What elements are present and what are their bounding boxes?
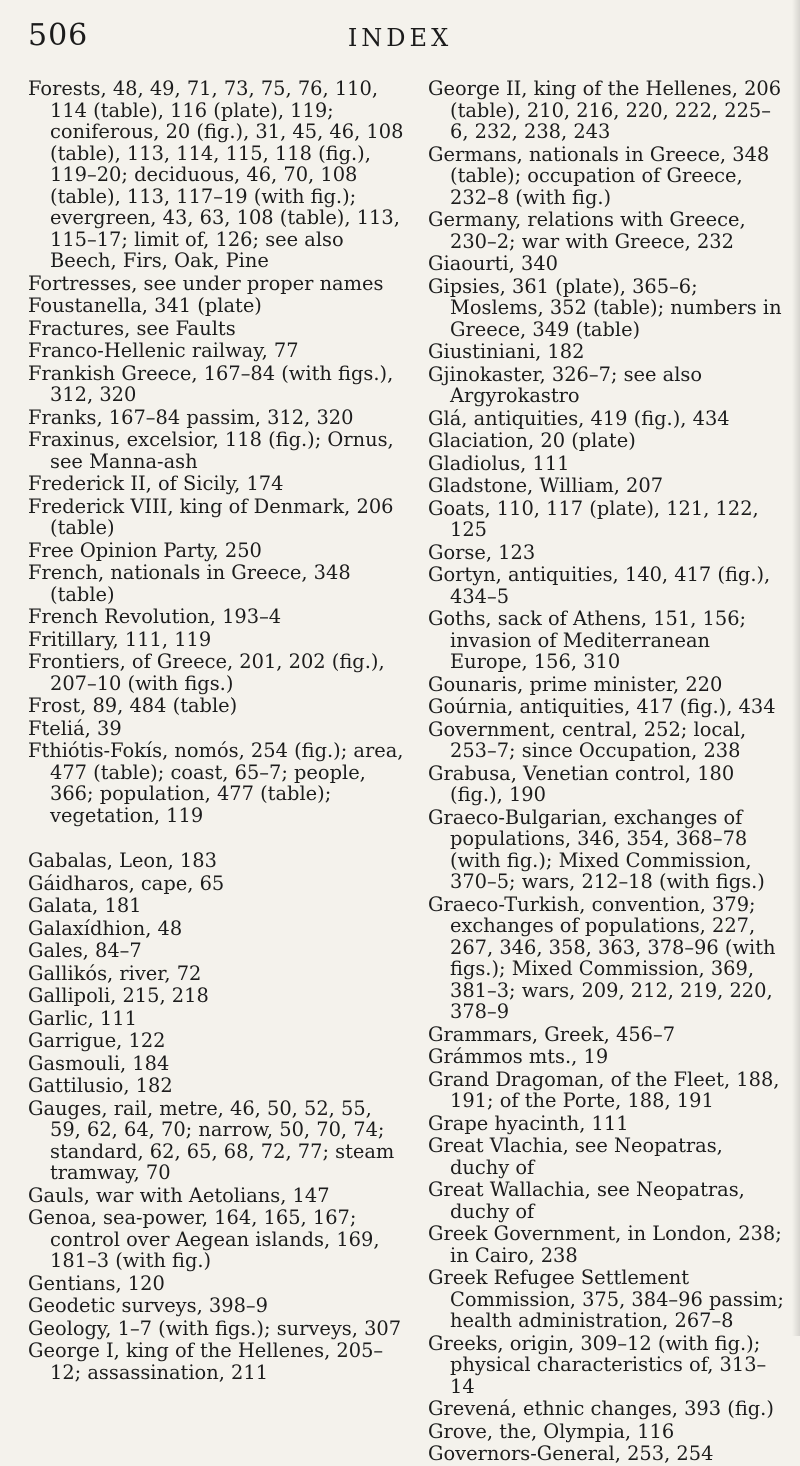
index-entry: Free Opinion Party, 250	[28, 538, 262, 562]
index-entry: Gipsies, 361 (plate), 365–6; Moslems, 352 (table); numbers in Greece, 349 (table)	[428, 274, 782, 341]
index-entry: Frankish Greece, 167–84 (with figs.), 312, 320	[28, 361, 394, 406]
page-header	[0, 12, 800, 62]
page-edge-shadow	[792, 0, 800, 1336]
running-head: INDEX	[347, 24, 453, 52]
index-entry: Fortresses, see under proper names	[28, 271, 384, 295]
index-entry: Greek Government, in London, 238; in Cairo, 238	[428, 1222, 782, 1267]
page-number: 506	[28, 18, 89, 53]
index-entry: Graeco-Turkish, convention, 379; exchanges of populations, 227, 267, 346, 358, 363, 378–96 (with figs.); Mixed Commission, 369, 381–3; wars, 209, 212, 219, 220, 378–9	[428, 892, 776, 1023]
index-entry: Garrigue, 122	[28, 1029, 166, 1052]
index-entry: Great Wallachia, see Neopatras, duchy of	[428, 1178, 745, 1223]
index-column-left	[28, 78, 408, 1384]
index-entry: Fthiótis-Fokís, nomós, 254 (fig.); area, 477 (table); coast, 65–7; people, 366; population, 477 (table); vegetation, 119	[28, 739, 404, 827]
index-entry: George II, king of the Hellenes, 206 (table), 210, 216, 220, 222, 225–6, 232, 238, 243	[428, 77, 782, 143]
index-entry: Greek Refugee Settlement Commission, 375, 384–96 passim; health administration, 267–8	[428, 1266, 784, 1332]
index-entry: Greeks, origin, 309–12 (with fig.); physical characteristics of, 313–14	[428, 1331, 767, 1398]
index-entry: George I, king of the Hellenes, 205–12; assassination, 211	[28, 1339, 384, 1384]
index-entry: Franks, 167–84 passim, 312, 320	[28, 405, 354, 429]
index-entry: Grevená, ethnic changes, 393 (fig.)	[428, 1397, 774, 1420]
index-entry: Graeco-Bulgarian, exchanges of populations, 346, 354, 368–78 (with fig.); Mixed Commission, 370–5; wars, 212–18 (with figs.)	[428, 805, 765, 893]
index-entry: Gortyn, antiquities, 140, 417 (fig.), 434–5	[428, 563, 771, 608]
index-entry: Frederick II, of Sicily, 174	[28, 472, 284, 495]
index-entry: Governors-General, 253, 254	[428, 1442, 714, 1465]
index-entry: Grove, the, Olympia, 116	[428, 1419, 675, 1443]
index-entry: Gladiolus, 111	[428, 451, 570, 475]
index-entry: Goúrnia, antiquities, 417 (fig.), 434	[428, 695, 776, 718]
index-entry: Goths, sack of Athens, 151, 156; invasion of Mediterranean Europe, 156, 310	[428, 607, 747, 673]
index-entry: Gauges, rail, metre, 46, 50, 52, 55, 59, 62, 64, 70; narrow, 50, 70, 74; standard, 62, 65, 68, 72, 77; steam tramway, 70	[28, 1096, 395, 1184]
index-entry: Germans, nationals in Greece, 348 (table); occupation of Greece, 232–8 (with fig.)	[428, 142, 770, 209]
index-entry: Grand Dragoman, of the Fleet, 188, 191; of the Porte, 188, 191	[428, 1067, 780, 1112]
index-entry: Germany, relations with Greece, 230–2; war with Greece, 232	[428, 208, 746, 253]
index-entry: Glá, antiquities, 419 (fig.), 434	[428, 406, 730, 430]
index-entry: Foustanella, 341 (plate)	[28, 294, 262, 317]
index-entry: Gladstone, William, 207	[428, 474, 664, 497]
index-entry: Galata, 181	[28, 894, 142, 917]
index-entry: Gallipoli, 215, 218	[28, 984, 209, 1007]
index-entry: Gounaris, prime minister, 220	[428, 672, 723, 696]
index-entry: Fritillary, 111, 119	[28, 627, 212, 651]
index-entry: Government, central, 252; local, 253–7; since Occupation, 238	[428, 717, 747, 762]
index-entry: Fteliá, 39	[28, 716, 122, 740]
index-entry: Gentians, 120	[28, 1271, 165, 1295]
index-entry: Fraxinus, excelsior, 118 (fig.); Ornus, see Manna-ash	[28, 428, 394, 473]
index-entry: Fractures, see Faults	[28, 316, 236, 340]
index-entry: Giaourti, 340	[428, 252, 559, 275]
index-entry: Glaciation, 20 (plate)	[428, 429, 636, 452]
index-entry: Galaxídhion, 48	[28, 916, 183, 940]
index-entry: Frost, 89, 484 (table)	[28, 694, 238, 717]
index-entry: Grabusa, Venetian control, 180 (fig.), 190	[428, 761, 735, 806]
index-entry: French Revolution, 193–4	[28, 605, 282, 628]
index-entry: Gáidharos, cape, 65	[28, 871, 225, 895]
index-entry: Geology, 1–7 (with figs.); surveys, 307	[28, 1316, 402, 1340]
index-entry: Gjinokaster, 326–7; see also Argyrokastro	[428, 362, 703, 407]
index-entry: Gattilusio, 182	[28, 1074, 173, 1097]
index-entry: Gasmouli, 184	[28, 1051, 170, 1075]
index-entry: Goats, 110, 117 (plate), 121, 122, 125	[428, 496, 759, 541]
letter-section-gap	[28, 827, 408, 850]
index-entry: Gorse, 123	[428, 540, 536, 564]
index-entry: French, nationals in Greece, 348 (table)	[28, 561, 351, 606]
index-entry: Great Vlachia, see Neopatras, duchy of	[428, 1134, 723, 1179]
index-entry: Frontiers, of Greece, 201, 202 (fig.), 207–10 (with figs.)	[28, 650, 385, 695]
index-entry: Geodetic surveys, 398–9	[28, 1294, 268, 1317]
index-entry: Giustiniani, 182	[428, 340, 585, 363]
index-entry: Frederick VIII, king of Denmark, 206 (table)	[28, 494, 394, 539]
index-entry: Gauls, war with Aetolians, 147	[28, 1183, 330, 1207]
index-entry: Genoa, sea-power, 164, 165, 167; control over Aegean islands, 169, 181–3 (with fig.)	[28, 1206, 380, 1272]
index-entry: Forests, 48, 49, 71, 73, 75, 76, 110, 114 (table), 116 (plate), 119; coniferous, 20 (fig.), 31, 45, 46, 108 (table), 113, 114, 115, 118 (fig.), 119–20; deciduous, 46, 70, 108 (table), 113, 117–19 (with fig.); evergreen, 43, 63, 108 (table), 113, 115–17; limit of, 126; see also Beech, Firs, Oak, Pine	[28, 77, 404, 272]
index-entry: Gales, 84–7	[28, 939, 142, 962]
index-entry: Gabalas, Leon, 183	[28, 849, 217, 872]
index-entry: Grammars, Greek, 456–7	[428, 1022, 676, 1046]
index-column-right	[428, 78, 786, 1466]
index-entry: Garlic, 111	[28, 1006, 137, 1030]
index-entry: Gallikós, river, 72	[28, 961, 202, 985]
index-entry: Grámmos mts., 19	[428, 1045, 609, 1068]
index-entry: Franco-Hellenic railway, 77	[28, 339, 299, 362]
index-entry: Grape hyacinth, 111	[428, 1111, 629, 1135]
